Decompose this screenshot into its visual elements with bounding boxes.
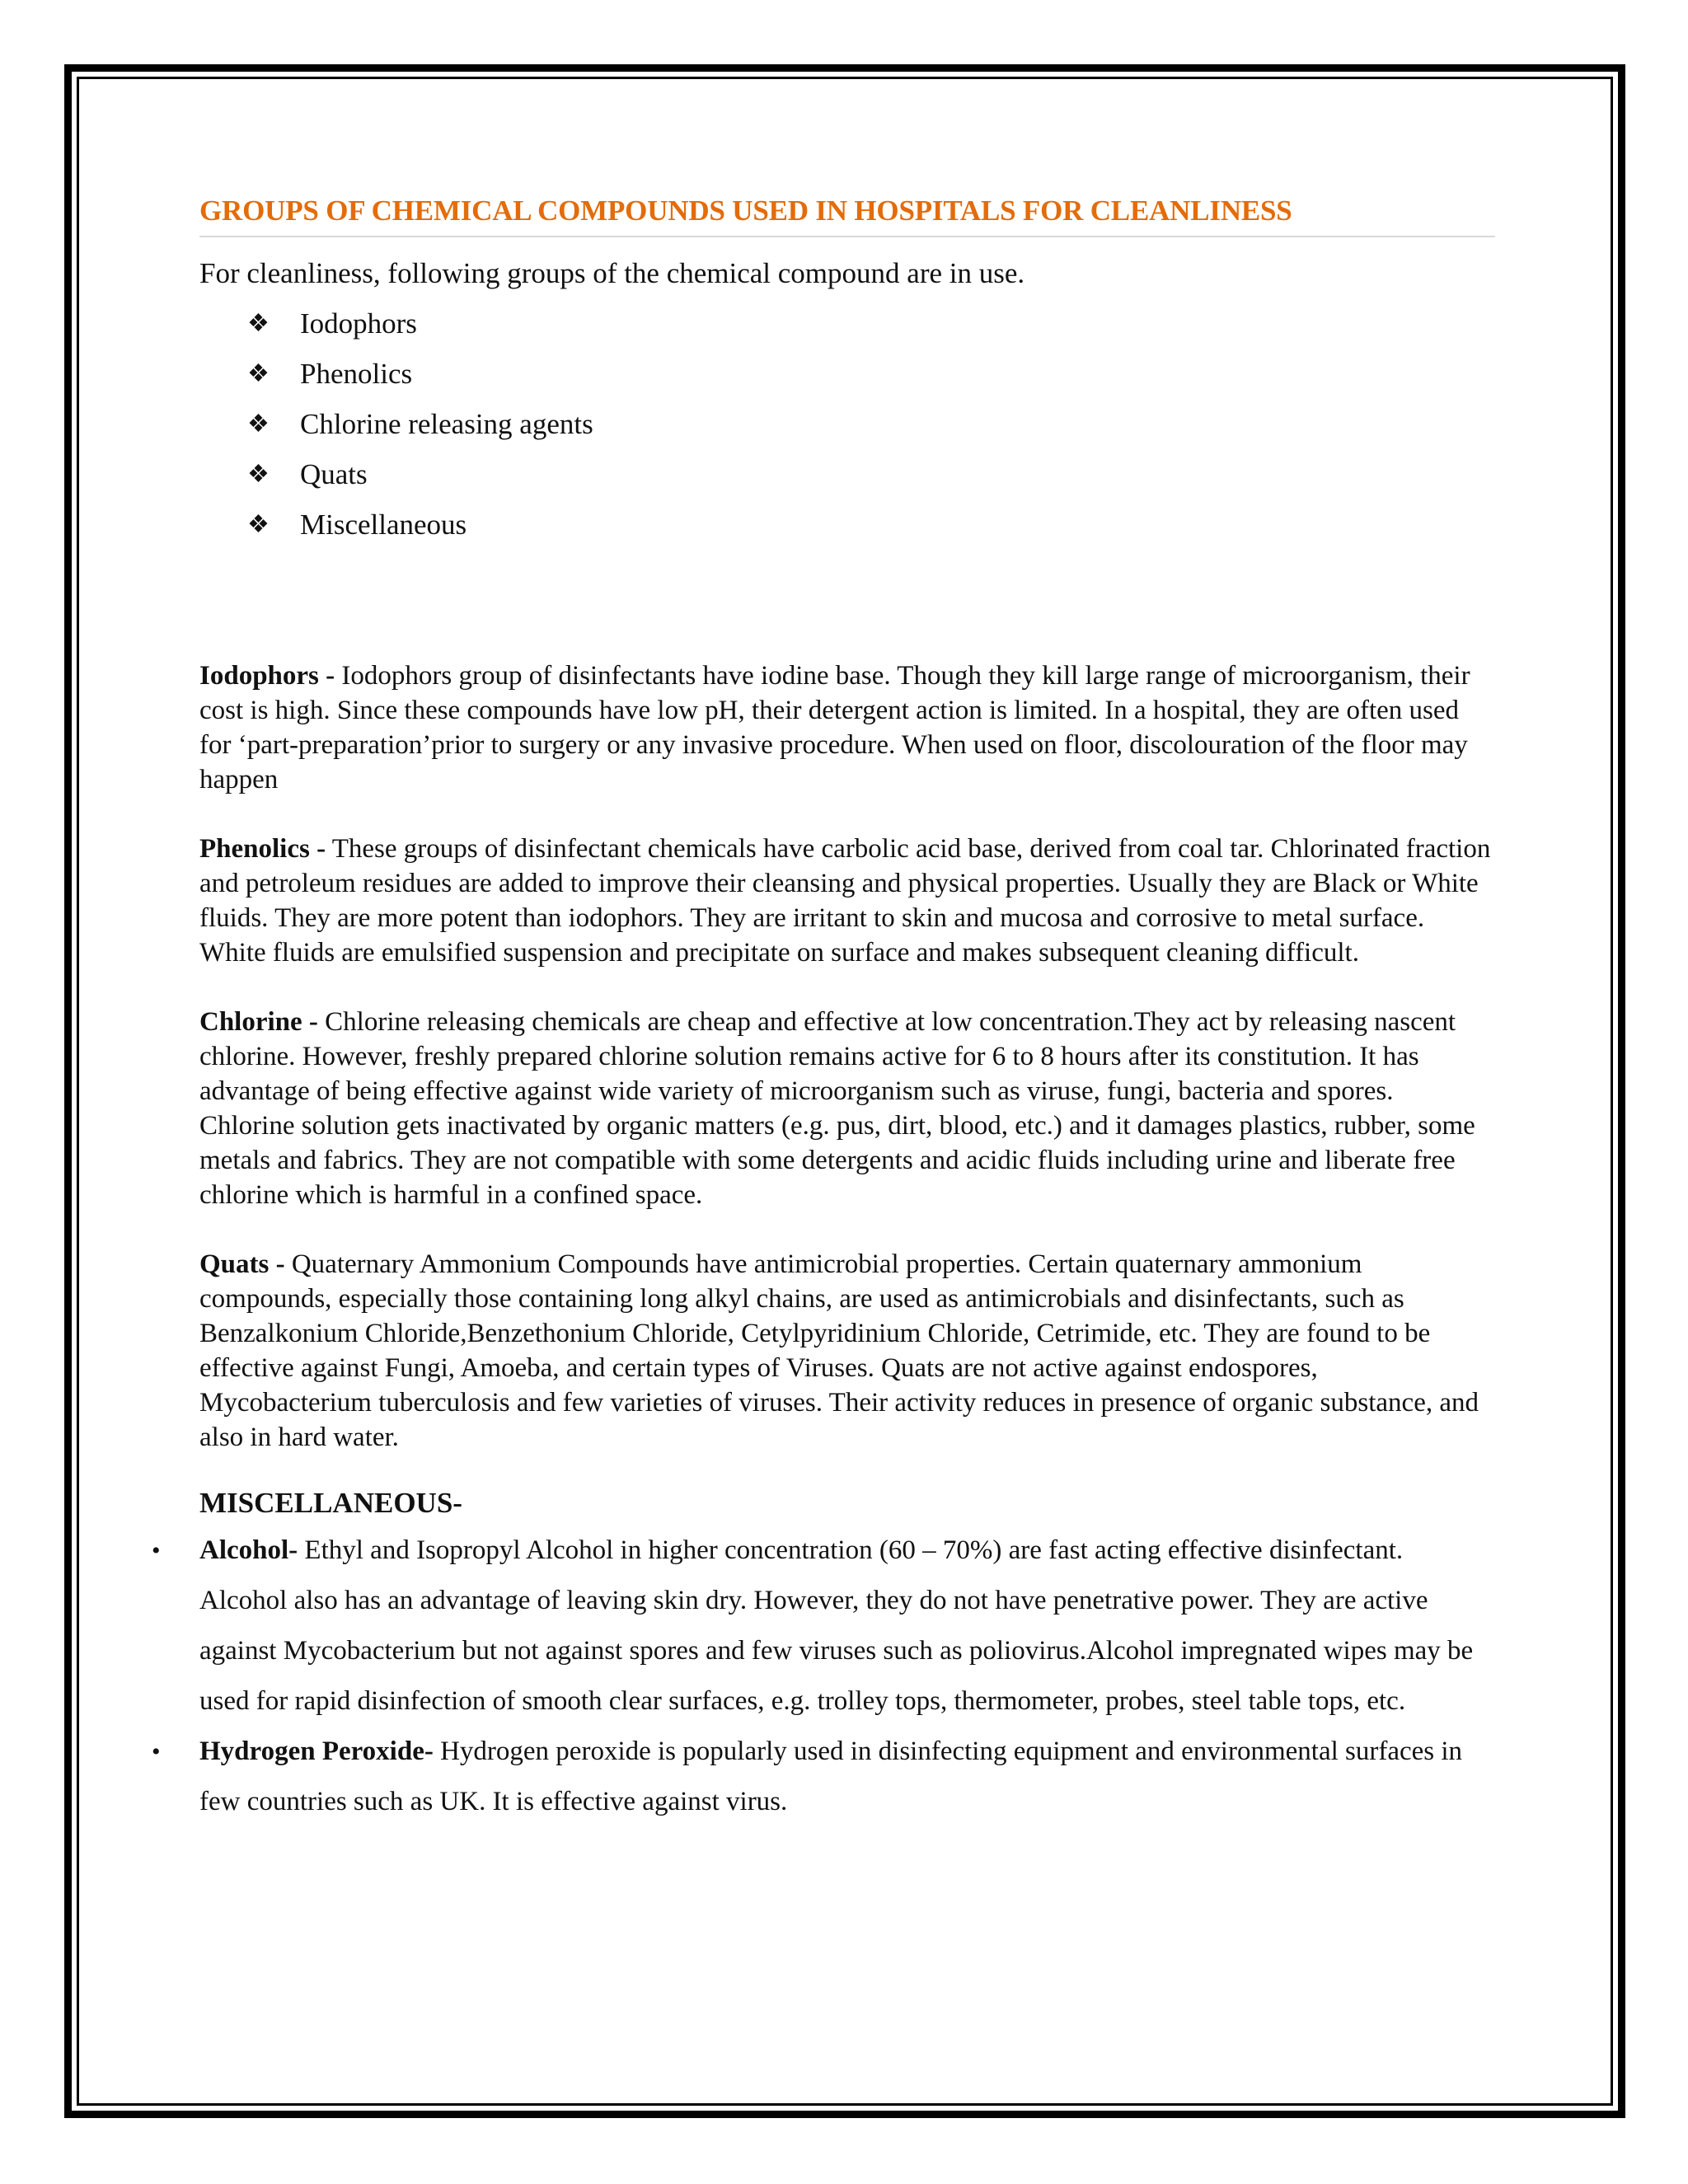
list-item <box>152 1727 1495 1827</box>
list-item-label: Chlorine releasing agents <box>300 408 593 440</box>
quats-paragraph <box>199 1247 1495 1455</box>
item-text: Hydrogen peroxide is popularly used in disinfecting equipment and environmental surfaces in few countries such as UK. It is effective against virus. <box>199 1736 1463 1816</box>
section-text: Iodophors group of disinfectants have iodine base. Though they kill large range of microorganism, their cost is high. Since these compounds have low pH, their detergent action is limited. In a hospital, they are often used for ‘part-preparation’prior to surgery or any invasive procedure. When used on floor, discolouration of the floor may happen <box>199 661 1470 794</box>
chlorine-paragraph <box>199 1005 1495 1212</box>
page-title: GROUPS OF CHEMICAL COMPOUNDS USED IN HOSPITALS FOR CLEANLINESS <box>199 194 1495 237</box>
document-body <box>152 194 1495 1827</box>
item-term: Hydrogen Peroxide- <box>199 1736 434 1766</box>
diamond-bullet-icon: ❖ <box>247 461 270 488</box>
dot-bullet-icon: • <box>152 1537 161 1564</box>
diamond-bullet-icon: ❖ <box>247 511 270 538</box>
section-term: Iodophors - <box>199 661 335 691</box>
section-term: Phenolics - <box>199 834 326 864</box>
diamond-bullet-icon: ❖ <box>247 360 270 387</box>
section-term: Chlorine - <box>199 1007 318 1037</box>
intro-text: For cleanliness, following groups of the chemical compound are in use. <box>199 257 1025 289</box>
list-item-label: Miscellaneous <box>300 509 467 541</box>
phenolics-paragraph <box>199 832 1495 970</box>
list-item <box>199 449 1495 499</box>
list-item <box>199 499 1495 550</box>
list-item-label: Iodophors <box>300 307 417 340</box>
section-text: These groups of disinfectant chemicals have carbolic acid base, derived from coal tar. Chlorinated fraction and petroleum residues are added to improve their cleansing and physical properties. Usually they are Black or White fluids. They are more potent than iodophors. They are irritant to skin and mucosa and corrosive to metal surface. White fluids are emulsified suspension and precipitate on surface and makes subsequent cleaning difficult. <box>199 834 1491 968</box>
miscellaneous-heading: MISCELLANEOUS- <box>199 1487 462 1519</box>
dot-bullet-icon: • <box>152 1738 161 1765</box>
section-text: Quaternary Ammonium Compounds have antimicrobial properties. Certain quaternary ammonium compounds, especially those containing long alkyl chains, are used as antimicrobials and disinfectants, such as Benzalkonium Chloride,Benzethonium Chloride, Cetylpyridinium Chloride, Cetrimide, etc. They are found to be effective against Fungi, Amoeba, and certain types of Viruses. Quats are not active against endospores, Mycobacterium tuberculosis and few varieties of viruses. Their activity reduces in presence of organic substance, and also in hard water. <box>199 1249 1479 1452</box>
groups-list <box>199 298 1495 550</box>
list-item-label: Quats <box>300 458 368 490</box>
iodophors-paragraph <box>199 658 1495 797</box>
diamond-bullet-icon: ❖ <box>247 410 270 438</box>
diamond-bullet-icon: ❖ <box>247 310 270 337</box>
section-term: Quats - <box>199 1249 285 1279</box>
list-item <box>199 399 1495 449</box>
list-item <box>152 1526 1495 1727</box>
list-item-label: Phenolics <box>300 358 413 390</box>
item-term: Alcohol- <box>199 1535 298 1565</box>
section-text: Chlorine releasing chemicals are cheap and effective at low concentration.They act by releasing nascent chlorine. However, freshly prepared chlorine solution remains active for 6 to 8 hours after its constitution. It has advantage of being effective against wide variety of microorganism such as viruse, fungi, bacteria and spores. Chlorine solution gets inactivated by organic matters (e.g. pus, dirt, blood, etc.) and it damages plastics, rubber, some metals and fabrics. They are not compatible with some detergents and acidic fluids including urine and liberate free chlorine which is harmful in a confined space. <box>199 1007 1475 1210</box>
list-item <box>199 298 1495 349</box>
item-text: Ethyl and Isopropyl Alcohol in higher concentration (60 – 70%) are fast acting effective disinfectant. Alcohol also has an advantage of leaving skin dry. However, they do not have penetrative power. They are active against Mycobacterium but not against spores and few viruses such as poliovirus.Alcohol impregnated wipes may be used for rapid disinfection of smooth clear surfaces, e.g. trolley tops, thermometer, probes, steel table tops, etc. <box>199 1535 1474 1716</box>
miscellaneous-list <box>152 1526 1495 1827</box>
list-item <box>199 349 1495 399</box>
